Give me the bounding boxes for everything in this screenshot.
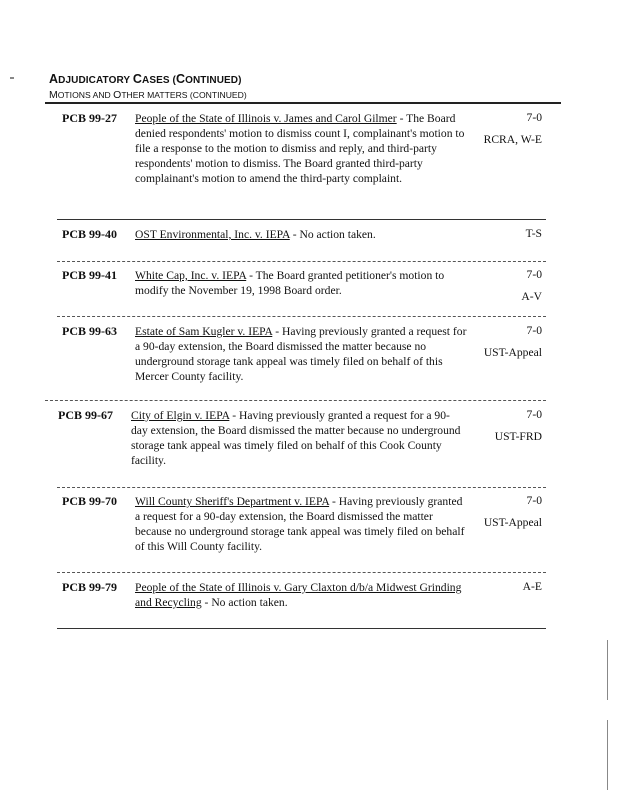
case-description	[135, 227, 468, 242]
case-title: City of Elgin v. IEPA	[131, 409, 230, 422]
case-number: PCB 99-79	[62, 580, 117, 594]
case-vote: 7-0	[526, 408, 542, 421]
case-title: People of the State of Illinois v. James and Carol Gilmer	[135, 112, 397, 125]
case-type: RCRA, W-E	[483, 133, 542, 146]
header-rule	[45, 102, 561, 104]
case-codes	[442, 576, 542, 598]
case-text: - No action taken.	[201, 596, 288, 609]
section-title: ADJUDICATORY CASES (CONTINUED)	[49, 72, 242, 86]
case-description	[135, 580, 468, 610]
section-subtitle: MOTIONS AND OTHER MATTERS (CONTINUED)	[49, 89, 247, 101]
case-divider	[57, 572, 546, 573]
case-text: - Having previously granted a request for a 90-day extension, the Board dismissed the matter because no underground storage tank appeal was timely filed on behalf of this Cook County facility.	[131, 409, 461, 467]
case-text: - The Board granted petitioner's motion to modify the November 19, 1998 Board order.	[135, 269, 445, 297]
case-description	[135, 324, 468, 384]
case-text: - Having previously granted a request for a 90-day extension, the Board dismissed the matter because no underground storage tank appeal was timely filed on behalf of this Will County facility.	[135, 495, 465, 553]
case-number: PCB 99-41	[62, 268, 117, 282]
case-type: UST-Appeal	[483, 346, 542, 359]
case-title: Will County Sheriff's Department v. IEPA	[135, 495, 330, 508]
case-codes	[442, 404, 542, 448]
case-divider	[45, 400, 546, 401]
case-codes	[442, 223, 542, 245]
case-description	[135, 494, 468, 554]
case-number: PCB 99-70	[62, 494, 117, 508]
case-vote: 7-0	[526, 111, 542, 124]
case-type: UST-Appeal	[483, 516, 542, 529]
case-codes	[442, 264, 542, 308]
case-vote: 7-0	[526, 268, 542, 281]
case-codes	[442, 490, 542, 534]
case-number: PCB 99-40	[62, 227, 117, 241]
case-divider	[57, 316, 546, 317]
case-codes	[442, 320, 542, 364]
case-description	[135, 268, 468, 298]
scan-mark	[10, 77, 14, 79]
case-description	[135, 111, 468, 186]
case-number: PCB 99-27	[62, 111, 117, 125]
case-type: A-E	[522, 580, 542, 593]
case-title: Estate of Sam Kugler v. IEPA	[135, 325, 273, 338]
case-text: - The Board denied respondents' motion to dismiss count I, complainant's motion to file a response to the motion to dismiss and reply, and third-party respondents' motion to dismiss. The Board granted third-party complainant's motion to amend the third-party complaint.	[135, 112, 465, 185]
case-divider	[57, 628, 546, 629]
case-type: UST-FRD	[494, 430, 542, 443]
case-text: - Having previously granted a request for a 90-day extension, the Board dismissed the matter because no underground storage tank appeal was timely filed on behalf of this Mercer County facility.	[135, 325, 467, 383]
case-number: PCB 99-63	[62, 324, 117, 338]
case-text: - No action taken.	[289, 228, 376, 241]
margin-mark	[607, 720, 608, 790]
case-title: OST Environmental, Inc. v. IEPA	[135, 228, 290, 241]
case-type: A-V	[521, 290, 542, 303]
case-description	[131, 408, 464, 468]
margin-mark	[607, 640, 608, 700]
case-title: People of the State of Illinois v. Gary Claxton d/b/a Midwest Grinding and Recycling	[135, 581, 462, 609]
case-number: PCB 99-67	[58, 408, 113, 422]
case-codes	[442, 107, 542, 151]
case-title: White Cap, Inc. v. IEPA	[135, 269, 247, 282]
case-divider	[57, 487, 546, 488]
case-vote: 7-0	[526, 494, 542, 507]
case-divider	[57, 261, 546, 262]
case-divider	[57, 219, 546, 220]
case-vote: 7-0	[526, 324, 542, 337]
case-type: T-S	[525, 227, 542, 240]
